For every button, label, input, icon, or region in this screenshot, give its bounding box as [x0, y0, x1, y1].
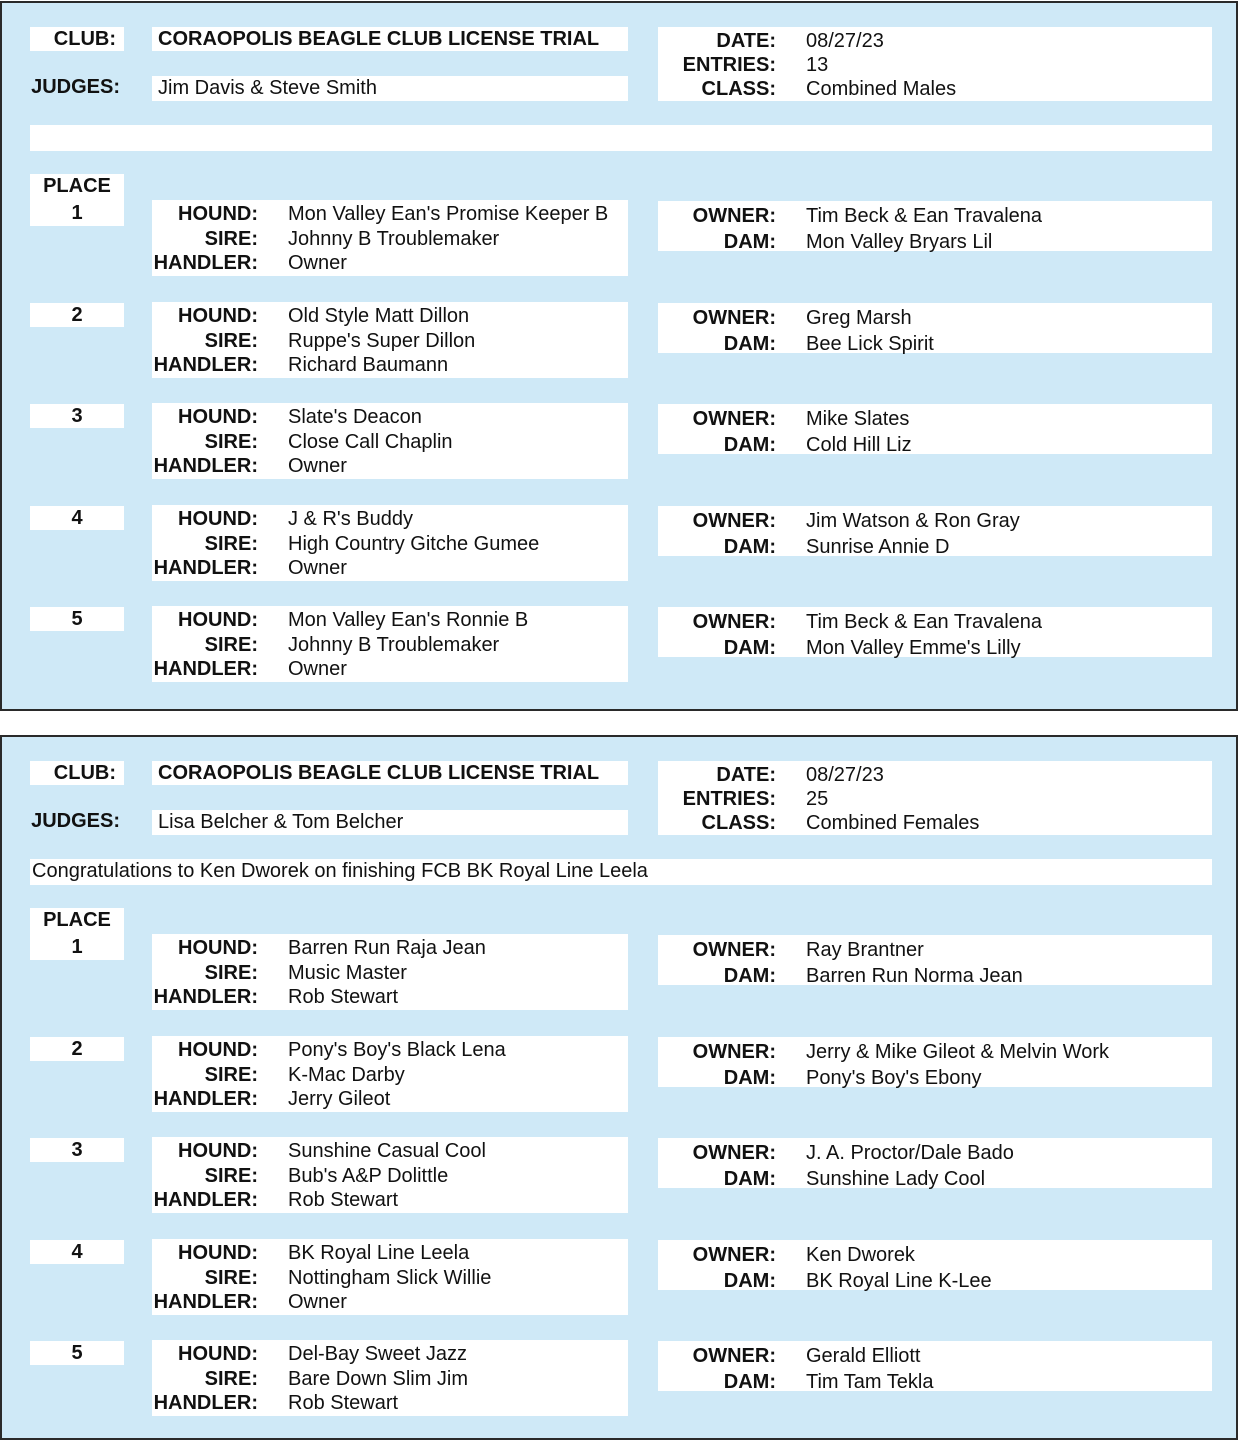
place-number: 1	[71, 936, 83, 958]
place-number: 2	[71, 1037, 83, 1060]
sire-name: Nottingham Slick Willie	[288, 1266, 492, 1289]
dam-name: Bee Lick Spirit	[806, 332, 934, 355]
owner-label: OWNER:	[692, 1345, 776, 1367]
note-box	[30, 125, 1212, 151]
hound-label: HOUND:	[178, 1241, 258, 1264]
handler-label: HANDLER:	[153, 1189, 258, 1211]
owner-name: Ray Brantner	[806, 939, 924, 961]
sire-label: SIRE:	[204, 962, 258, 984]
sire-name: K-Mac Darby	[288, 1063, 405, 1086]
handler-label: HANDLER:	[153, 455, 258, 477]
hound-name: Mon Valley Ean's Ronnie B	[288, 609, 529, 631]
note-text: Congratulations to Ken Dworek on finishing FCB BK Royal Line Leela	[32, 860, 648, 882]
results-sheet-females	[0, 735, 1238, 1440]
entries-value: 13	[806, 54, 829, 76]
sire-name: Johnny B Troublemaker	[288, 228, 500, 250]
handler-label: HANDLER:	[153, 658, 258, 680]
sire-name: Close Call Chaplin	[288, 431, 453, 453]
class-label: CLASS:	[701, 78, 776, 100]
dam-name: Tim Tam Tekla	[806, 1371, 934, 1393]
owner-name: Jim Watson & Ron Gray	[806, 509, 1020, 532]
club-label: CLUB:	[53, 762, 116, 784]
handler-name: Jerry Gileot	[288, 1087, 391, 1110]
class-label: CLASS:	[701, 812, 776, 834]
hound-name: BK Royal Line Leela	[288, 1241, 470, 1264]
owner-name: Greg Marsh	[806, 306, 912, 329]
handler-label: HANDLER:	[153, 252, 258, 274]
handler-name: Owner	[288, 658, 347, 680]
hound-label: HOUND:	[178, 937, 258, 959]
hound-label: HOUND:	[178, 609, 258, 631]
date-label: DATE:	[716, 764, 776, 786]
club-name: CORAOPOLIS BEAGLE CLUB LICENSE TRIAL	[158, 762, 600, 784]
hound-label: HOUND:	[178, 304, 258, 327]
entries-label: ENTRIES:	[682, 54, 776, 76]
dam-name: Cold Hill Liz	[806, 434, 912, 456]
handler-label: HANDLER:	[153, 986, 258, 1008]
owner-label: OWNER:	[692, 306, 776, 329]
hound-label: HOUND:	[178, 1343, 258, 1365]
judges-label: JUDGES:	[31, 810, 120, 832]
place-number: 5	[71, 608, 83, 630]
handler-label: HANDLER:	[153, 1087, 258, 1110]
dam-label: DAM:	[723, 231, 776, 253]
place-number: 1	[71, 202, 83, 224]
judges-value: Jim Davis & Steve Smith	[158, 77, 377, 99]
hound-label: HOUND:	[178, 1038, 258, 1061]
place-number: 5	[71, 1342, 83, 1364]
judges-value: Lisa Belcher & Tom Belcher	[158, 811, 404, 833]
date-value: 08/27/23	[806, 30, 884, 52]
owner-label: OWNER:	[692, 408, 776, 430]
sire-label: SIRE:	[204, 431, 258, 453]
hound-name: Slate's Deacon	[288, 406, 422, 428]
sire-name: Johnny B Troublemaker	[288, 634, 500, 656]
hound-label: HOUND:	[178, 406, 258, 428]
place-number: 3	[71, 405, 83, 427]
entries-label: ENTRIES:	[682, 788, 776, 810]
handler-label: HANDLER:	[153, 353, 258, 376]
sire-label: SIRE:	[204, 1165, 258, 1187]
sire-label: SIRE:	[204, 532, 258, 555]
dam-label: DAM:	[723, 1269, 776, 1292]
owner-name: J. A. Proctor/Dale Bado	[806, 1142, 1014, 1164]
owner-name: Mike Slates	[806, 408, 910, 430]
sire-label: SIRE:	[204, 1368, 258, 1390]
class-value: Combined Females	[806, 812, 980, 834]
date-label: DATE:	[716, 30, 776, 52]
place-header: PLACE	[43, 909, 111, 931]
owner-label: OWNER:	[692, 1243, 776, 1266]
handler-name: Rob Stewart	[288, 986, 399, 1008]
hound-label: HOUND:	[178, 203, 258, 225]
sire-label: SIRE:	[204, 634, 258, 656]
dam-label: DAM:	[723, 1066, 776, 1089]
handler-name: Richard Baumann	[288, 353, 449, 376]
sire-label: SIRE:	[204, 228, 258, 250]
owner-name: Gerald Elliott	[806, 1345, 921, 1367]
hound-name: Pony's Boy's Black Lena	[288, 1038, 506, 1061]
results-sheet-males	[0, 1, 1238, 711]
place-number: 4	[71, 1240, 83, 1263]
club-name: CORAOPOLIS BEAGLE CLUB LICENSE TRIAL	[158, 28, 600, 50]
owner-label: OWNER:	[692, 509, 776, 532]
handler-label: HANDLER:	[153, 1392, 258, 1414]
place-number: 4	[71, 506, 83, 529]
judges-label: JUDGES:	[31, 76, 120, 98]
handler-name: Owner	[288, 252, 347, 274]
handler-label: HANDLER:	[153, 556, 258, 579]
sire-name: Ruppe's Super Dillon	[288, 329, 476, 352]
dam-label: DAM:	[723, 1168, 776, 1190]
hound-name: Sunshine Casual Cool	[288, 1140, 486, 1162]
sire-name: Music Master	[288, 962, 407, 984]
dam-name: BK Royal Line K-Lee	[806, 1269, 992, 1292]
handler-label: HANDLER:	[153, 1290, 258, 1313]
sire-name: High Country Gitche Gumee	[288, 532, 540, 555]
handler-name: Rob Stewart	[288, 1392, 399, 1414]
dam-label: DAM:	[723, 1371, 776, 1393]
hound-label: HOUND:	[178, 1140, 258, 1162]
dam-name: Barren Run Norma Jean	[806, 965, 1023, 987]
place-number: 2	[71, 303, 83, 326]
dam-name: Pony's Boy's Ebony	[806, 1066, 982, 1089]
sire-label: SIRE:	[204, 1063, 258, 1086]
handler-name: Owner	[288, 556, 347, 579]
sire-label: SIRE:	[204, 329, 258, 352]
dam-name: Mon Valley Emme's Lilly	[806, 637, 1021, 659]
place-number: 3	[71, 1139, 83, 1161]
owner-label: OWNER:	[692, 939, 776, 961]
hound-name: Del-Bay Sweet Jazz	[288, 1343, 467, 1365]
date-value: 08/27/23	[806, 764, 884, 786]
dam-label: DAM:	[723, 332, 776, 355]
class-value: Combined Males	[806, 78, 957, 100]
entries-value: 25	[806, 788, 829, 810]
dam-name: Sunshine Lady Cool	[806, 1168, 986, 1190]
owner-name: Tim Beck & Ean Travalena	[806, 611, 1043, 633]
sire-name: Bare Down Slim Jim	[288, 1368, 469, 1390]
dam-label: DAM:	[723, 637, 776, 659]
owner-name: Tim Beck & Ean Travalena	[806, 205, 1043, 227]
owner-label: OWNER:	[692, 611, 776, 633]
handler-name: Owner	[288, 1290, 347, 1313]
dam-label: DAM:	[723, 434, 776, 456]
owner-name: Jerry & Mike Gileot & Melvin Work	[806, 1040, 1110, 1063]
dam-label: DAM:	[723, 965, 776, 987]
sire-label: SIRE:	[204, 1266, 258, 1289]
hound-name: Barren Run Raja Jean	[288, 937, 486, 959]
handler-name: Owner	[288, 455, 347, 477]
sire-name: Bub's A&P Dolittle	[288, 1165, 449, 1187]
owner-label: OWNER:	[692, 1040, 776, 1063]
owner-label: OWNER:	[692, 1142, 776, 1164]
place-header: PLACE	[43, 175, 111, 197]
club-label: CLUB:	[53, 28, 116, 50]
handler-name: Rob Stewart	[288, 1189, 399, 1211]
hound-name: Mon Valley Ean's Promise Keeper B	[288, 203, 609, 225]
owner-name: Ken Dworek	[806, 1243, 915, 1266]
dam-name: Mon Valley Bryars Lil	[806, 231, 993, 253]
hound-name: J & R's Buddy	[288, 507, 413, 530]
dam-name: Sunrise Annie D	[806, 535, 950, 558]
dam-label: DAM:	[723, 535, 776, 558]
hound-label: HOUND:	[178, 507, 258, 530]
owner-label: OWNER:	[692, 205, 776, 227]
hound-name: Old Style Matt Dillon	[288, 304, 470, 327]
